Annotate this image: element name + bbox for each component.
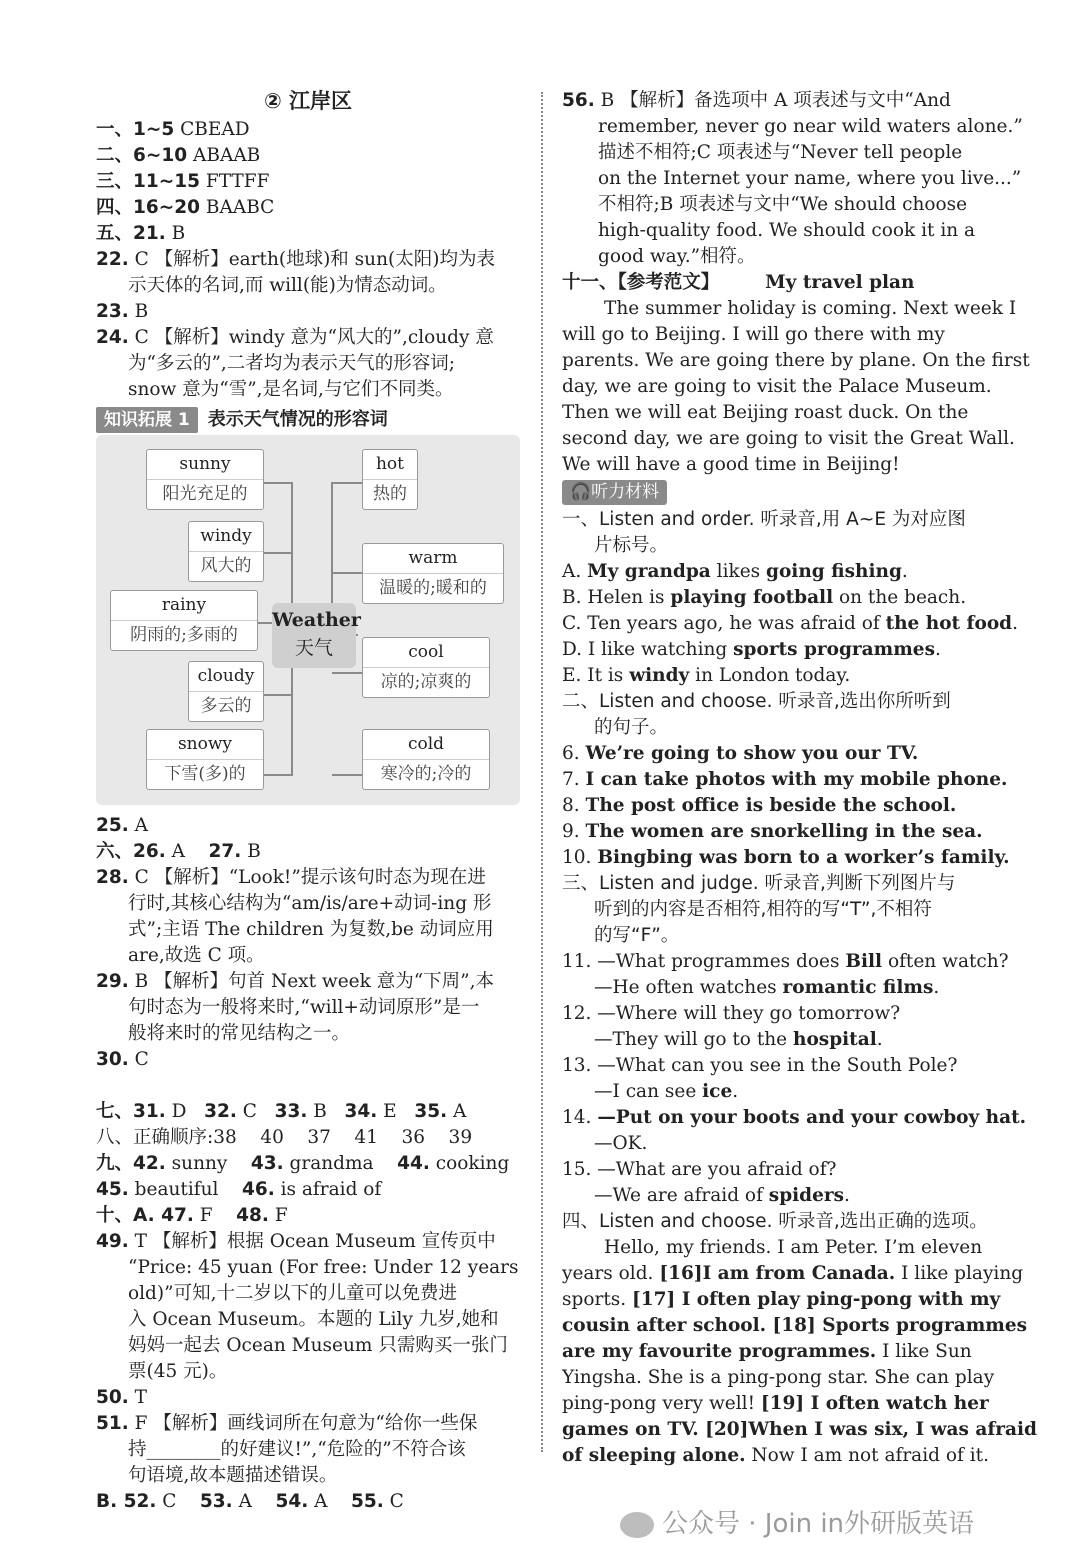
list-item: 13. —What can you see in the South Pole? —I can see ice. (562, 1055, 958, 1102)
answer-line-8: 八、正确顺序:38 40 37 41 36 39 (96, 1127, 473, 1148)
answer-line-1: 一、1~5 CBEAD (96, 119, 250, 140)
answer-line-7: 七、31. D 32. C 33. B 34. E 35. A (96, 1101, 467, 1122)
node-rainy: rainy 阴雨的;多雨的 (110, 590, 258, 651)
answer-50: 50. T (96, 1387, 148, 1408)
answer-29: 29. B 【解析】句首 Next week 意为“下周”,本 句时态为一般将来时,“will+动词原形”是一 般将来时的常见结构之一。 (96, 971, 495, 1044)
part4-passage: Hello, my friends. I am Peter. I’m eleven years old. [16]I am from Canada. I like playing sports. [17] I often play ping-pong with my cousin after school. [18] Sports programmes are my favourite programmes. I like Sun Yingsha. She is a ping-pong star. She can play ping-pong very well! [19] I often watch her games on TV. [20]When I was six, I was afraid of sleeping alone. Now I am not afraid of it. (562, 1237, 1037, 1466)
part3-items (562, 949, 1027, 1209)
left-column (96, 88, 520, 1515)
list-item: B. Helen is playing football on the beach. (562, 587, 967, 608)
list-item: 10. Bingbing was born to a worker’s family. (562, 847, 1010, 868)
answer-28: 28. C 【解析】“Look!”提示该句时态为现在进 行时,其核心结构为“am/is/are+动词-ing 形 式”;主语 The children 为复数,be 动词应用 are,故选 C 项。 (96, 867, 494, 966)
knowledge-title: 表示天气情况的形容词 (207, 409, 388, 430)
answer-line-10: 十、A. 47. F 48. F (96, 1205, 288, 1226)
list-item: 9. The women are snorkelling in the sea. (562, 821, 983, 842)
list-item: A. My grandpa likes going fishing. (562, 561, 908, 582)
list-item: C. Ten years ago, he was afraid of the hot food. (562, 613, 1019, 634)
essay-title: My travel plan (765, 272, 915, 293)
answer-24: 24. C 【解析】windy 意为“风大的”,cloudy 意 为“多云的”,二者均为表示天气的形容词; snow 意为“雪”,是名词,与它们不同类。 (96, 327, 494, 400)
node-hot: hot 热的 (362, 449, 418, 510)
column-divider (541, 92, 543, 1452)
list-item: 15. —What are you afraid of? —We are afraid of spiders. (562, 1159, 850, 1206)
list-item: 7. I can take photos with my mobile phone. (562, 769, 1008, 790)
wechat-watermark: 公众号 · Join in外研版英语 (620, 1503, 974, 1540)
part1-heading: 一、Listen and order. 听录音,用 A~E 为对应图 (562, 509, 966, 530)
answer-22: 22. C 【解析】earth(地球)和 sun(太阳)均为表 示天体的名词,而 will(能)为情态动词。 (96, 249, 495, 296)
part3-heading: 三、Listen and judge. 听录音,判断下列图片与 (562, 873, 956, 894)
node-sunny: sunny 阳光充足的 (146, 449, 264, 510)
answer-line-45: 45. beautiful 46. is afraid of (96, 1179, 382, 1200)
node-windy: windy 风大的 (188, 521, 264, 582)
answer-51: 51. F 【解析】画线词所在句意为“给你一些保 持________的好建议!”,“危险的”不符合该 句语境,故本题描述错误。 (96, 1413, 478, 1486)
listening-material-tag (562, 478, 984, 507)
answer-line-3: 三、11~15 FTTFF (96, 171, 270, 192)
weather-mind-map (96, 435, 520, 805)
answer-30: 30. C (96, 1049, 149, 1070)
part2-items (562, 741, 1010, 871)
list-item: 12. —Where will they go tomorrow? —They will go to the hospital. (562, 1003, 901, 1050)
essay-header: 十一、【参考范文】 My travel plan (562, 272, 915, 293)
node-snowy: snowy 下雪(多)的 (146, 729, 264, 790)
node-warm: warm 温暖的;暖和的 (362, 543, 504, 604)
list-item: D. I like watching sports programmes. (562, 639, 941, 660)
list-item: 6. We’re going to show you our TV. (562, 743, 919, 764)
answer-line-9: 九、42. sunny 43. grandma 44. cooking (96, 1153, 510, 1174)
node-cloudy: cloudy 多云的 (188, 661, 264, 722)
list-item: 14. —Put on your boots and your cowboy hat. —OK. (562, 1107, 1027, 1154)
right-column: 56. B 【解析】备选项中 A 项表述与文中“And remember, never go near wild waters alone.” 描述不相符;C 项表述与“Never tell people on the Internet your name, where you live...” 不相符;B 项表述与文中“We should choose high-quality food. We should cook it in a good way.”相符。 十一、【参考范文】 My travel plan The summer holiday is coming. Next week I will go to Beijing. I will go there with my parents. We are going there by plane. On the first day, we are going to visit the Palace Museum. Then we will eat Beijing roast duck. On the second day, we are going to visit the Great Wall. We will have a good time in Beijing! 🎧听力材料 一、Listen and order. 听录音,用 A~E 为对应图 片标号。 A. My grandpa likes going fishing. B. Helen is playing football on the beach. C. Ten years ago, he was afraid of the hot food. D. I like watching sports programmes. E. It is windy in London today. 二、Listen and choose. 听录音,选出你所听到 的句子。 6. We’re going to show you our TV. 7. I can take photos with my mobile phone. 8. The post office is beside the school. 9. The women are snorkelling in the sea. 10. Bingbing was born to a worker’s family. 三、Listen and judge. 听录音,判断下列图片与 听到的内容是否相符,相符的写“T”,不相符 的写“F”。 11. —What programmes does Bill often watch? —He often watches romantic films. 12. —Where will they go tomorrow? —They will go to the hospital. 13. —What can you see in the South Pole? —I can see ice. 14. —Put on your boots and your cowboy hat. —OK. 15. —What are you afraid of? —We are afraid of spiders. 四、Listen and choose. 听录音,选出正确的选项。 Hello, my friends. I am Peter. I’m eleven years old. [16]I am from Canada. I like playing sports. [17] I often play ping-pong with my cousin after school. [18] Sports programmes are my favourite programmes. I like Sun Yingsha. She is a ping-pong star. She can play ping-pong very well! [19] I often watch her games on TV. [20]When I was six, I was afraid of sleeping alone. Now I am not afraid of it. (562, 88, 984, 1469)
answer-line-b: B. 52. C 53. A 54. A 55. C (96, 1491, 404, 1512)
part1-items (562, 559, 1019, 689)
answer-line-5: 五、21. B (96, 223, 186, 244)
list-item: E. It is windy in London today. (562, 665, 851, 686)
mind-map-center: Weather 天气 (272, 603, 356, 668)
headphone-icon: 🎧听力材料 (562, 480, 667, 505)
answer-23: 23. B (96, 301, 149, 322)
list-item: 8. The post office is beside the school. (562, 795, 957, 816)
knowledge-expansion-header (96, 407, 520, 433)
list-item: 11. —What programmes does Bill often watch? —He often watches romantic films. (562, 951, 1009, 998)
answer-25: 25. A (96, 815, 149, 836)
section-title: ② 江岸区 (263, 89, 353, 113)
part4-heading: 四、Listen and choose. 听录音,选出正确的选项。 (562, 1211, 988, 1232)
knowledge-tag: 知识拓展 1 (96, 407, 198, 433)
answer-49: 49. T 【解析】根据 Ocean Museum 宣传页中 “Price: 45 yuan (For free: Under 12 years old)”可知,十二岁以下的儿童可以免费进 入 Ocean Museum。本题的 Lily 九岁,她和 妈妈一起去 Ocean Museum 只需购买一张门 票(45 元)。 (96, 1231, 519, 1382)
node-cold: cold 寒冷的;冷的 (362, 729, 490, 790)
wechat-icon (620, 1512, 654, 1538)
answer-line-6: 六、26. A 27. B (96, 841, 261, 862)
answer-line-2: 二、6~10 ABAAB (96, 145, 261, 166)
part2-heading: 二、Listen and choose. 听录音,选出你所听到 (562, 691, 951, 712)
node-cool: cool 凉的;凉爽的 (362, 637, 490, 698)
essay-body: The summer holiday is coming. Next week I will go to Beijing. I will go there with my parents. We are going there by plane. On the first day, we are going to visit the Palace Museum. Then we will eat Beijing roast duck. On the second day, we are going to visit the Great Wall. We will have a good time in Beijing! (562, 298, 1030, 475)
answer-line-4: 四、16~20 BAABC (96, 197, 275, 218)
answer-56: 56. B 【解析】备选项中 A 项表述与文中“And remember, never go near wild waters alone.” 描述不相符;C 项表述与“Never tell people on the Internet your name, where you live...” 不相符;B 项表述与文中“We should choose high-quality food. We should cook it in a good way.”相符。 (562, 90, 1023, 267)
